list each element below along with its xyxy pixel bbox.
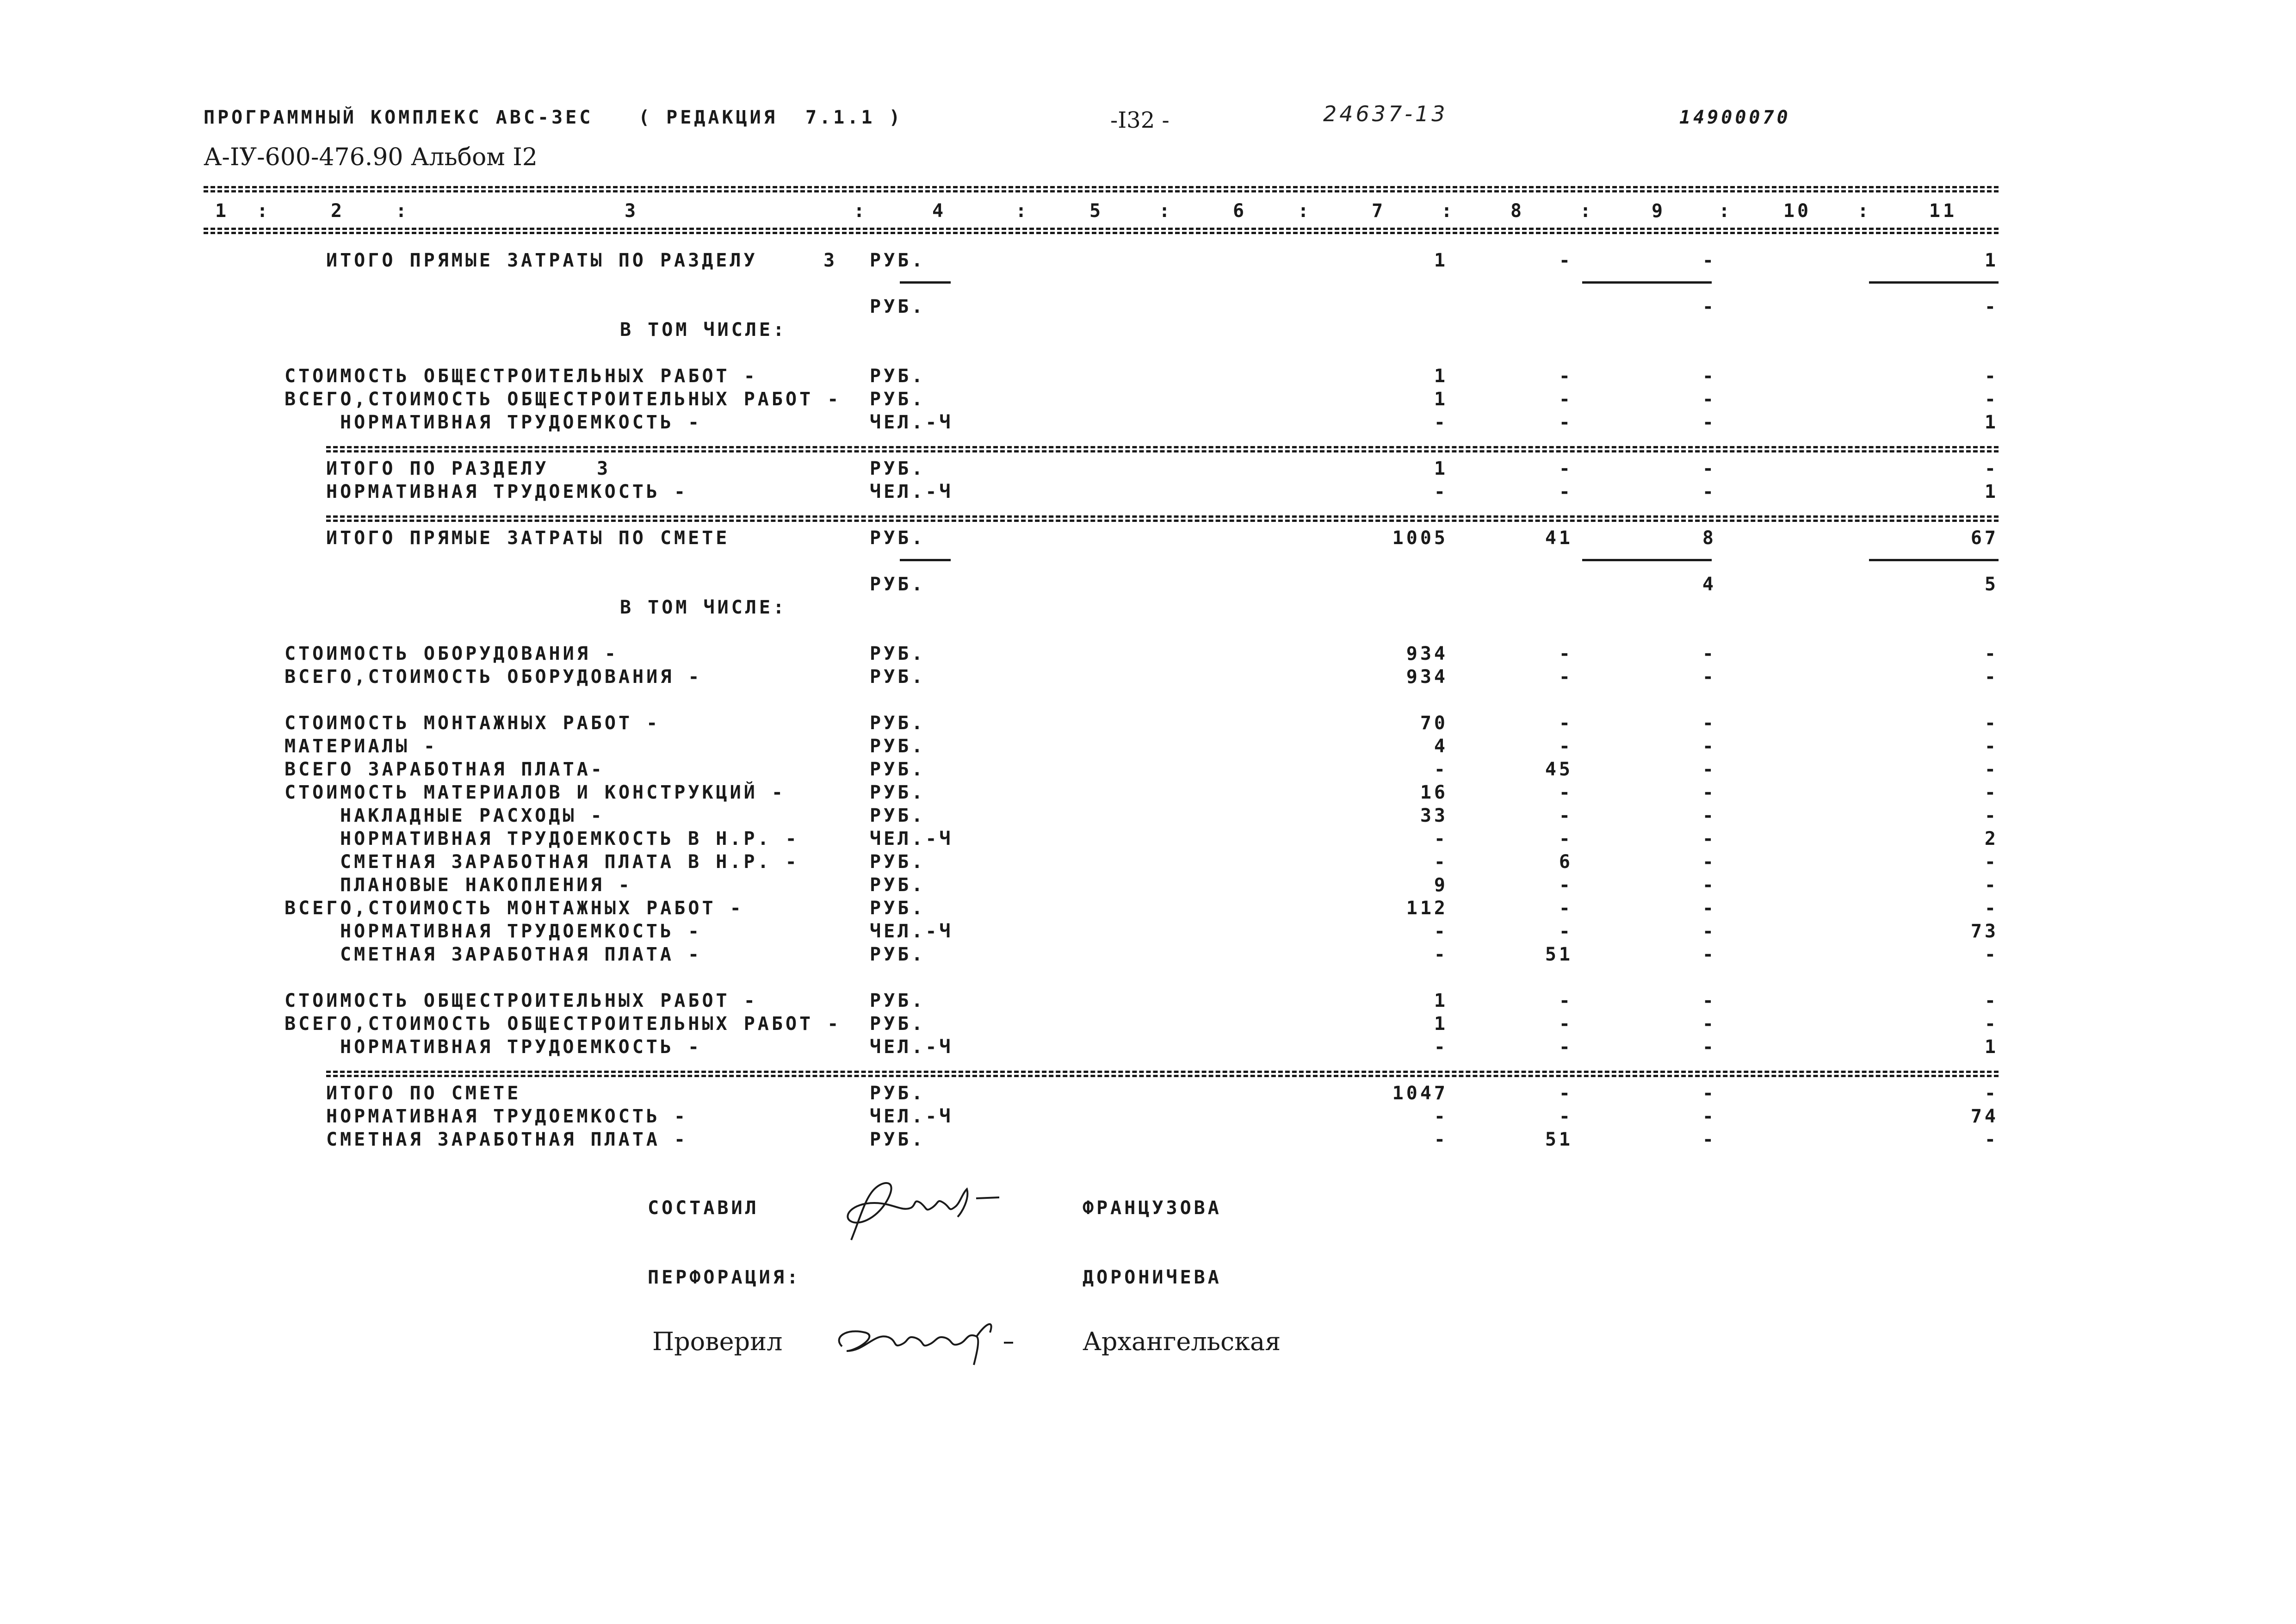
row-unit: РУБ. (870, 759, 926, 780)
cell-col8: - (1559, 412, 1573, 433)
col-sep: : (1441, 200, 1455, 222)
cell-col9: - (1702, 389, 1716, 410)
section-rule (326, 1071, 1999, 1077)
row-label: ИТОГО ПРЯМЫЕ ЗАТРАТЫ ПО СМЕТЕ (326, 527, 730, 549)
cell-col11: - (1984, 366, 1999, 387)
cell-col9: - (1702, 1036, 1716, 1058)
table-row (0, 943, 2296, 966)
col-num-5: 5 (1089, 200, 1104, 222)
cell-col7: 1047 (1392, 1083, 1448, 1104)
cell-col7: 1005 (1392, 527, 1448, 549)
subtotal-underline (900, 281, 951, 284)
col-sep: : (256, 200, 271, 222)
col-num-6: 6 (1232, 200, 1247, 222)
row-label: НОРМАТИВНАЯ ТРУДОЕМКОСТЬ В Н.Р. - (340, 828, 799, 849)
row-label: НОРМАТИВНАЯ ТРУДОЕМКОСТЬ - (326, 1106, 688, 1127)
row-label: В ТОМ ЧИСЛЕ: (620, 597, 787, 618)
checked-label: Проверил (652, 1327, 783, 1356)
cell-col8: - (1559, 805, 1573, 826)
row-unit: РУБ. (870, 389, 926, 410)
cell-col9: - (1702, 921, 1716, 942)
cell-col8: - (1559, 643, 1573, 664)
cell-col7: 1 (1434, 366, 1448, 387)
row-label: СМЕТНАЯ ЗАРАБОТНАЯ ПЛАТА В Н.Р. - (340, 851, 799, 873)
cell-col7: 112 (1406, 898, 1448, 919)
row-unit: РУБ. (870, 851, 926, 873)
row-label: НОРМАТИВНАЯ ТРУДОЕМКОСТЬ - (340, 921, 702, 942)
col-sep: : (1718, 200, 1733, 222)
cell-col11: - (1984, 713, 1999, 734)
table-row (0, 411, 2296, 434)
cell-col7: 33 (1420, 805, 1448, 826)
cell-col8: - (1559, 874, 1573, 896)
table-row (0, 365, 2296, 388)
cell-col11: - (1984, 296, 1999, 317)
cell-col9: - (1702, 1013, 1716, 1035)
cell-col9: - (1702, 481, 1716, 502)
row-unit: РУБ. (870, 666, 926, 688)
col-sep: : (395, 200, 410, 222)
table-row (0, 457, 2296, 480)
checked-name: Архангельская (1083, 1327, 1281, 1356)
cell-col7: - (1434, 828, 1448, 849)
row-label: МАТЕРИАЛЫ - (285, 736, 438, 757)
row-unit: ЧЕЛ.-Ч (870, 828, 953, 849)
cell-col9: - (1702, 666, 1716, 688)
row-label: ИТОГО ПО РАЗДЕЛУ (326, 458, 549, 479)
cell-col11: - (1984, 389, 1999, 410)
row-unit: РУБ. (870, 990, 926, 1011)
row-unit: РУБ. (870, 1083, 926, 1104)
cell-col11: 67 (1970, 527, 1999, 549)
cell-col9: - (1702, 782, 1716, 803)
compiled-label: СОСТАВИЛ (648, 1197, 759, 1219)
cell-col9: - (1702, 412, 1716, 433)
row-label: НАКЛАДНЫЕ РАСХОДЫ - (340, 805, 605, 826)
cell-col8: - (1559, 898, 1573, 919)
cell-col7: 9 (1434, 874, 1448, 896)
section-rule (326, 515, 1999, 522)
row-unit: РУБ. (870, 1013, 926, 1035)
cell-col7: 934 (1406, 643, 1448, 664)
subtotal-underline (1869, 281, 1999, 284)
cell-col8: 45 (1545, 759, 1573, 780)
table-row (0, 920, 2296, 943)
row-unit: ЧЕЛ.-Ч (870, 1106, 953, 1127)
signature-checked (828, 1305, 1041, 1370)
col-num-3: 3 (624, 200, 639, 222)
cell-col11: 73 (1970, 921, 1999, 942)
col-sep: : (853, 200, 868, 222)
table-row (0, 573, 2296, 596)
row-unit: РУБ. (870, 296, 926, 317)
cell-col8: - (1559, 366, 1573, 387)
subtotal-underline (1582, 559, 1712, 561)
cell-col8: 51 (1545, 1129, 1573, 1150)
cell-col11: - (1984, 736, 1999, 757)
row-label: ИТОГО ПО СМЕТЕ (326, 1083, 521, 1104)
cell-col11: 2 (1984, 828, 1999, 849)
row-unit: ЧЕЛ.-Ч (870, 1036, 953, 1058)
table-row (0, 295, 2296, 318)
col-num-9: 9 (1651, 200, 1666, 222)
cell-col8: - (1559, 1106, 1573, 1127)
punch-label: ПЕРФОРАЦИЯ: (648, 1267, 801, 1288)
row-unit: РУБ. (870, 366, 926, 387)
cell-col7: 934 (1406, 666, 1448, 688)
row-label: СМЕТНАЯ ЗАРАБОТНАЯ ПЛАТА - (340, 944, 702, 965)
cell-col7: - (1434, 1036, 1448, 1058)
cell-col11: - (1984, 1129, 1999, 1150)
col-num-1: 1 (215, 200, 229, 222)
row-section: 3 (823, 250, 838, 271)
cell-col8: - (1559, 1013, 1573, 1035)
row-label: ВСЕГО,СТОИМОСТЬ ОБОРУДОВАНИЯ - (285, 666, 702, 688)
table-row (0, 989, 2296, 1012)
row-label: СМЕТНАЯ ЗАРАБОТНАЯ ПЛАТА - (326, 1129, 688, 1150)
cell-col9: - (1702, 1106, 1716, 1127)
table-row (0, 781, 2296, 804)
cell-col7: - (1434, 851, 1448, 873)
row-label: СТОИМОСТЬ ОБЩЕСТРОИТЕЛЬНЫХ РАБОТ - (285, 990, 758, 1011)
cell-col7: - (1434, 921, 1448, 942)
row-unit: РУБ. (870, 527, 926, 549)
cell-col7: 16 (1420, 782, 1448, 803)
col-sep: : (1297, 200, 1312, 222)
row-unit: РУБ. (870, 782, 926, 803)
col-num-4: 4 (932, 200, 947, 222)
row-label: ВСЕГО,СТОИМОСТЬ ОБЩЕСТРОИТЕЛЬНЫХ РАБОТ - (285, 1013, 842, 1035)
cell-col9: - (1702, 366, 1716, 387)
col-num-8: 8 (1510, 200, 1525, 222)
cell-col8: 6 (1559, 851, 1573, 873)
cell-col7: 1 (1434, 389, 1448, 410)
signature-compiled (833, 1171, 1027, 1254)
punch-name: ДОРОНИЧЕВА (1083, 1267, 1222, 1288)
row-label: СТОИМОСТЬ МОНТАЖНЫХ РАБОТ - (285, 713, 661, 734)
cell-col11: - (1984, 782, 1999, 803)
table-row (0, 1012, 2296, 1035)
table-row (0, 318, 2296, 341)
cell-col8: - (1559, 250, 1573, 271)
subtotal-underline (1869, 559, 1999, 561)
cell-col11: 1 (1984, 250, 1999, 271)
row-unit: РУБ. (870, 250, 926, 271)
cell-col9: - (1702, 1129, 1716, 1150)
cell-col8: - (1559, 782, 1573, 803)
cell-col11: - (1984, 874, 1999, 896)
row-label: ВСЕГО ЗАРАБОТНАЯ ПЛАТА- (285, 759, 605, 780)
cell-col7: 1 (1434, 458, 1448, 479)
table-row (0, 665, 2296, 688)
cell-col8: - (1559, 713, 1573, 734)
cell-col11: - (1984, 898, 1999, 919)
cell-col9: - (1702, 1083, 1716, 1104)
cell-col9: - (1702, 250, 1716, 271)
edition: ( РЕДАКЦИЯ 7.1.1 ) (638, 107, 903, 128)
table-row (0, 480, 2296, 503)
table-row (0, 642, 2296, 665)
row-unit: РУБ. (870, 944, 926, 965)
subtotal-underline (900, 559, 951, 561)
table-row (0, 1035, 2296, 1059)
cell-col9: - (1702, 643, 1716, 664)
cell-col9: - (1702, 759, 1716, 780)
cell-col8: - (1559, 481, 1573, 502)
cell-col7: - (1434, 944, 1448, 965)
cell-col8: - (1559, 828, 1573, 849)
cell-col8: - (1559, 666, 1573, 688)
cell-col8: 41 (1545, 527, 1573, 549)
cell-col11: 5 (1984, 574, 1999, 595)
row-label: ВСЕГО,СТОИМОСТЬ ОБЩЕСТРОИТЕЛЬНЫХ РАБОТ - (285, 389, 842, 410)
album-title: А-IУ-600-476.90 Альбом I2 (204, 143, 538, 171)
row-label: СТОИМОСТЬ ОБЩЕСТРОИТЕЛЬНЫХ РАБОТ - (285, 366, 758, 387)
cell-col8: - (1559, 389, 1573, 410)
table-row (0, 596, 2296, 619)
cell-col8: - (1559, 990, 1573, 1011)
row-unit: РУБ. (870, 574, 926, 595)
row-unit: РУБ. (870, 713, 926, 734)
cell-col11: - (1984, 805, 1999, 826)
col-sep: : (1579, 200, 1594, 222)
cell-col11: 1 (1984, 412, 1999, 433)
cell-col7: - (1434, 481, 1448, 502)
cell-col7: - (1434, 759, 1448, 780)
col-num-11: 11 (1929, 200, 1957, 222)
row-unit: РУБ. (870, 1129, 926, 1150)
cell-col7: - (1434, 1129, 1448, 1150)
cell-col9: 4 (1702, 574, 1716, 595)
table-row (0, 249, 2296, 272)
row-section: 3 (597, 458, 611, 479)
program-name: ПРОГРАММНЫЙ КОМПЛЕКС АВС-3ЕС (204, 107, 594, 128)
cell-col7: 1 (1434, 990, 1448, 1011)
row-unit: ЧЕЛ.-Ч (870, 481, 953, 502)
cell-col9: - (1702, 458, 1716, 479)
cell-col11: 1 (1984, 1036, 1999, 1058)
cell-col7: 70 (1420, 713, 1448, 734)
cell-col8: 51 (1545, 944, 1573, 965)
cell-col9: - (1702, 990, 1716, 1011)
table-row (0, 874, 2296, 897)
cell-col9: - (1702, 805, 1716, 826)
col-sep: : (1015, 200, 1030, 222)
cell-col8: - (1559, 736, 1573, 757)
table-row (0, 712, 2296, 735)
row-label: НОРМАТИВНАЯ ТРУДОЕМКОСТЬ - (340, 412, 702, 433)
row-label: В ТОМ ЧИСЛЕ: (620, 319, 787, 341)
cell-col9: - (1702, 851, 1716, 873)
cell-col11: - (1984, 666, 1999, 688)
cell-col8: - (1559, 1083, 1573, 1104)
table-row (0, 804, 2296, 827)
cell-col8: - (1559, 921, 1573, 942)
row-unit: ЧЕЛ.-Ч (870, 412, 953, 433)
table-row (0, 827, 2296, 850)
row-unit: ЧЕЛ.-Ч (870, 921, 953, 942)
col-num-7: 7 (1371, 200, 1386, 222)
cell-col9: - (1702, 296, 1716, 317)
col-num-2: 2 (330, 200, 345, 222)
subtotal-underline (1582, 281, 1712, 284)
cell-col11: - (1984, 851, 1999, 873)
cell-col11: 74 (1970, 1106, 1999, 1127)
cell-col9: - (1702, 736, 1716, 757)
cell-col11: - (1984, 1013, 1999, 1035)
row-label: НОРМАТИВНАЯ ТРУДОЕМКОСТЬ - (326, 481, 688, 502)
row-unit: РУБ. (870, 458, 926, 479)
col-sep: : (1857, 200, 1872, 222)
row-unit: РУБ. (870, 898, 926, 919)
table-row (0, 850, 2296, 874)
col-sep: : (1158, 200, 1173, 222)
table-row (0, 735, 2296, 758)
row-label: НОРМАТИВНАЯ ТРУДОЕМКОСТЬ - (340, 1036, 702, 1058)
cell-col9: - (1702, 828, 1716, 849)
row-unit: РУБ. (870, 736, 926, 757)
doc-code: 14900070 (1679, 107, 1791, 128)
table-row (0, 1082, 2296, 1105)
compiled-name: ФРАНЦУЗОВА (1083, 1197, 1222, 1219)
cell-col9: 8 (1702, 527, 1716, 549)
cell-col11: - (1984, 944, 1999, 965)
col-num-10: 10 (1783, 200, 1812, 222)
cell-col7: - (1434, 1106, 1448, 1127)
cell-col11: - (1984, 990, 1999, 1011)
table-row (0, 758, 2296, 781)
cell-col9: - (1702, 898, 1716, 919)
doc-number: 24637-13 (1323, 101, 1448, 126)
table-row (0, 527, 2296, 550)
cell-col9: - (1702, 874, 1716, 896)
cell-col11: - (1984, 458, 1999, 479)
cell-col9: - (1702, 713, 1716, 734)
cell-col11: - (1984, 759, 1999, 780)
table-row (0, 388, 2296, 411)
row-label: СТОИМОСТЬ МАТЕРИАЛОВ И КОНСТРУКЦИЙ - (285, 782, 786, 803)
page-number: -I32 - (1110, 107, 1170, 133)
row-label: ИТОГО ПРЯМЫЕ ЗАТРАТЫ ПО РАЗДЕЛУ (326, 250, 758, 271)
cell-col7: - (1434, 412, 1448, 433)
cell-col11: - (1984, 1083, 1999, 1104)
section-rule (326, 446, 1999, 452)
table-row (0, 1105, 2296, 1128)
row-unit: РУБ. (870, 874, 926, 896)
cell-col7: 1 (1434, 1013, 1448, 1035)
row-label: СТОИМОСТЬ ОБОРУДОВАНИЯ - (285, 643, 619, 664)
cell-col8: - (1559, 458, 1573, 479)
cell-col8: - (1559, 1036, 1573, 1058)
cell-col7: 1 (1434, 250, 1448, 271)
row-label: ПЛАНОВЫЕ НАКОПЛЕНИЯ - (340, 874, 632, 896)
row-unit: РУБ. (870, 805, 926, 826)
row-label: ВСЕГО,СТОИМОСТЬ МОНТАЖНЫХ РАБОТ - (285, 898, 744, 919)
table-row (0, 1128, 2296, 1151)
cell-col11: - (1984, 643, 1999, 664)
cell-col7: 4 (1434, 736, 1448, 757)
cell-col11: 1 (1984, 481, 1999, 502)
cell-col9: - (1702, 944, 1716, 965)
table-row (0, 897, 2296, 920)
row-unit: РУБ. (870, 643, 926, 664)
